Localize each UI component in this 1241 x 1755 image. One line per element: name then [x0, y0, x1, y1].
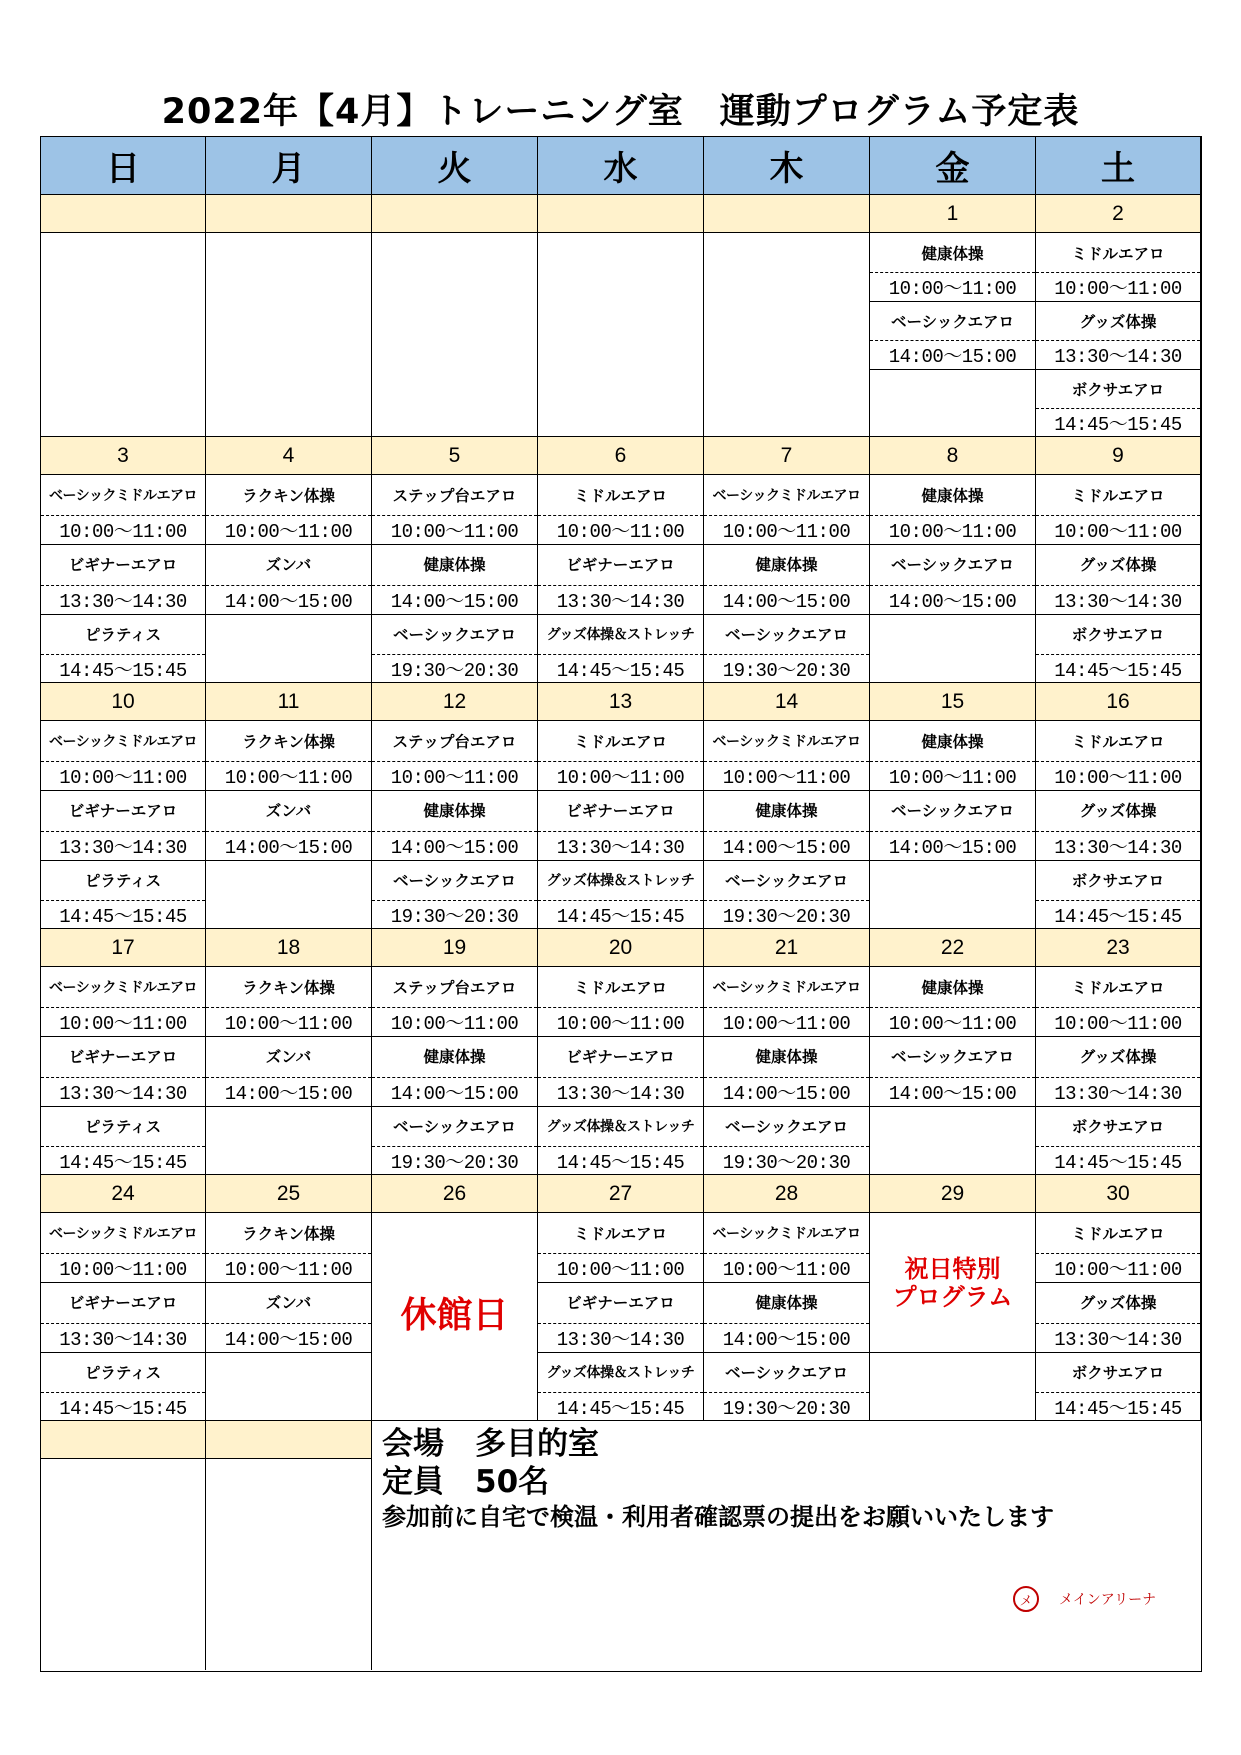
program-time: 14:00～15:00	[224, 836, 353, 859]
program-time: 10:00～11:00	[1054, 1259, 1182, 1282]
day-cell	[538, 233, 704, 437]
program-name: ベーシックエアロ	[890, 556, 1015, 575]
date-cell: 18	[206, 929, 372, 967]
program-name: ステップ台エアロ	[392, 979, 517, 998]
program-time: 14:00～15:00	[390, 836, 519, 859]
date-cell: 10	[41, 683, 206, 721]
program-name: ラクキン体操	[242, 979, 335, 998]
day-cell	[372, 233, 538, 437]
program-time: 10:00～11:00	[224, 767, 353, 790]
program-name: ラクキン体操	[242, 733, 335, 752]
program-name: グッズ体操	[1079, 1048, 1157, 1067]
program-time: 10:00～11:00	[888, 767, 1017, 790]
day-cell	[538, 1213, 704, 1421]
program-time: 19:30～20:30	[722, 905, 851, 928]
day-cell	[538, 475, 704, 683]
slot-divider	[870, 369, 1035, 370]
program-time: 10:00～11:00	[59, 1259, 187, 1282]
program-time: 13:30～14:30	[1054, 1328, 1182, 1351]
program-time: 13:30～14:30	[1054, 590, 1182, 613]
day-cell	[870, 721, 1036, 929]
program-time: 19:30～20:30	[722, 659, 851, 682]
program-time: 19:30～20:30	[390, 905, 519, 928]
program-time: 19:30～20:30	[390, 659, 519, 682]
legend-icon: メ	[1013, 1586, 1039, 1612]
day-cell	[41, 967, 206, 1175]
date-cell: 26	[372, 1175, 538, 1213]
program-time: 13:30～14:30	[1054, 836, 1182, 859]
slot-divider	[870, 1106, 1035, 1107]
program-name: ベーシックエアロ	[890, 802, 1015, 821]
program-name: ベーシックミドルエアロ	[49, 1226, 197, 1243]
weekday-header: 月	[206, 137, 372, 195]
program-name: ビギナーエアロ	[68, 1294, 178, 1313]
program-name: ビギナーエアロ	[68, 556, 178, 575]
slot-divider	[870, 614, 1035, 615]
program-time: 14:00～15:00	[390, 590, 519, 613]
program-name: ミドルエアロ	[573, 487, 667, 506]
program-time: 13:30～14:30	[59, 1082, 187, 1105]
program-time: 13:30～14:30	[59, 1328, 187, 1351]
day-cell	[372, 721, 538, 929]
program-time: 10:00～11:00	[224, 1259, 353, 1282]
date-cell: 4	[206, 437, 372, 475]
program-time: 10:00～11:00	[888, 521, 1017, 544]
day-cell	[372, 1213, 538, 1421]
program-name: グッズ体操	[1079, 1294, 1157, 1313]
program-time: 19:30～20:30	[722, 1151, 851, 1174]
program-name: ピラティス	[84, 625, 162, 644]
date-cell: 15	[870, 683, 1036, 721]
program-time: 14:45～15:45	[556, 1397, 685, 1420]
program-time: 10:00～11:00	[888, 1013, 1017, 1036]
program-name: ベーシックエアロ	[724, 1363, 849, 1382]
program-time: 14:45～15:45	[1054, 414, 1182, 437]
program-name: グッズ体操	[1079, 802, 1157, 821]
day-cell	[206, 233, 372, 437]
date-cell: 25	[206, 1175, 372, 1213]
program-name: ミドルエアロ	[1071, 1225, 1165, 1244]
program-name: 健康体操	[921, 487, 984, 506]
program-name: 健康体操	[755, 556, 818, 575]
date-cell: 2	[1036, 195, 1201, 233]
program-time: 10:00～11:00	[722, 767, 851, 790]
date-cell: 7	[704, 437, 870, 475]
legend	[1013, 1586, 1156, 1612]
program-name: グッズ体操＆ストレッチ	[546, 872, 695, 889]
program-name: ミドルエアロ	[573, 979, 667, 998]
program-name: ミドルエアロ	[1071, 979, 1165, 998]
program-time: 14:00～15:00	[888, 836, 1017, 859]
program-time: 19:30～20:30	[722, 1397, 851, 1420]
date-cell: 12	[372, 683, 538, 721]
program-name: グッズ体操	[1079, 556, 1157, 575]
program-time: 14:45～15:45	[59, 1397, 187, 1420]
program-time: 14:00～15:00	[224, 1082, 353, 1105]
program-time: 13:30～14:30	[1054, 346, 1182, 369]
program-time: 14:45～15:45	[556, 905, 685, 928]
special-program-label	[870, 1255, 1035, 1311]
capacity-text: 定員 50名	[382, 1464, 550, 1500]
date-cell	[372, 195, 538, 233]
program-name: ビギナーエアロ	[68, 802, 178, 821]
program-time: 19:30～20:30	[390, 1151, 519, 1174]
day-cell	[41, 1213, 206, 1421]
day-cell	[538, 967, 704, 1175]
date-cell: 14	[704, 683, 870, 721]
weekday-header: 日	[41, 137, 206, 195]
program-time: 14:00～15:00	[888, 590, 1017, 613]
page-title: 2022年【4月】トレーニング室 運動プログラム予定表	[161, 92, 1080, 132]
program-time: 14:00～15:00	[224, 590, 353, 613]
date-cell	[206, 195, 372, 233]
program-name: ベーシックエアロ	[724, 625, 849, 644]
program-name: ベーシックミドルエアロ	[49, 734, 197, 751]
date-cell: 6	[538, 437, 704, 475]
day-cell	[41, 1459, 206, 1670]
program-name: ズンバ	[265, 802, 312, 821]
date-cell	[538, 195, 704, 233]
program-name: ラクキン体操	[242, 1225, 335, 1244]
program-name: ビギナーエアロ	[566, 556, 675, 575]
program-time: 10:00～11:00	[722, 521, 851, 544]
program-time: 14:45～15:45	[1054, 905, 1182, 928]
program-time: 10:00～11:00	[1054, 278, 1182, 301]
day-cell	[372, 475, 538, 683]
program-name: ミドルエアロ	[1071, 733, 1165, 752]
slot-divider	[206, 860, 371, 861]
program-name: 健康体操	[755, 802, 818, 821]
program-name: ステップ台エアロ	[392, 487, 517, 506]
program-name: ベーシックエアロ	[392, 625, 517, 644]
date-cell: 24	[41, 1175, 206, 1213]
program-time: 13:30～14:30	[1054, 1082, 1182, 1105]
weekday-header: 金	[870, 137, 1036, 195]
venue-text: 会場 多目的室	[382, 1426, 599, 1462]
program-name: ベーシックミドルエアロ	[712, 734, 861, 751]
program-time: 13:30～14:30	[59, 836, 187, 859]
program-time: 10:00～11:00	[556, 1259, 685, 1282]
day-cell	[41, 721, 206, 929]
program-name: グッズ体操＆ストレッチ	[546, 1364, 695, 1381]
date-cell	[704, 195, 870, 233]
program-name: ピラティス	[84, 871, 162, 890]
program-time: 10:00～11:00	[390, 767, 519, 790]
date-cell: 13	[538, 683, 704, 721]
date-cell: 20	[538, 929, 704, 967]
program-name: ベーシックエアロ	[890, 312, 1015, 331]
program-time: 10:00～11:00	[1054, 521, 1182, 544]
day-cell	[704, 967, 870, 1175]
program-time: 13:30～14:30	[59, 590, 187, 613]
program-name: ベーシックミドルエアロ	[49, 488, 197, 505]
program-name: ベーシックミドルエアロ	[712, 1226, 861, 1243]
day-cell	[206, 721, 372, 929]
date-cell: 11	[206, 683, 372, 721]
day-cell	[206, 967, 372, 1175]
slot-divider	[870, 860, 1035, 861]
weekday-header: 土	[1036, 137, 1201, 195]
program-name: ミドルエアロ	[1071, 487, 1165, 506]
program-name: ズンバ	[265, 1048, 312, 1067]
date-cell	[41, 1421, 206, 1459]
slot-divider	[206, 1106, 371, 1107]
program-time: 14:00～15:00	[224, 1328, 353, 1351]
slot-divider	[206, 1352, 371, 1353]
program-name: ベーシックエアロ	[724, 1117, 849, 1136]
program-name: ビギナーエアロ	[68, 1048, 178, 1067]
program-name: 健康体操	[921, 733, 984, 752]
day-cell	[206, 475, 372, 683]
legend-label: メインアリーナ	[1059, 1592, 1157, 1608]
program-time: 14:45～15:45	[59, 1151, 187, 1174]
special-program-line: プログラム	[892, 1282, 1013, 1311]
program-time: 10:00～11:00	[224, 1013, 353, 1036]
program-name: ピラティス	[84, 1363, 162, 1382]
program-time: 14:00～15:00	[722, 590, 851, 613]
date-cell	[206, 1421, 372, 1459]
program-name: ズンバ	[265, 556, 312, 575]
slot-divider	[206, 614, 371, 615]
program-name: ピラティス	[84, 1117, 162, 1136]
program-name: ミドルエアロ	[573, 1225, 667, 1244]
date-cell: 17	[41, 929, 206, 967]
date-cell: 1	[870, 195, 1036, 233]
day-cell	[41, 475, 206, 683]
notice-text: 参加前に自宅で検温・利用者確認票の提出をお願いいたします	[382, 1503, 1054, 1531]
day-cell	[870, 1213, 1036, 1421]
date-cell: 3	[41, 437, 206, 475]
calendar-grid	[40, 136, 1202, 1672]
program-name: 健康体操	[921, 979, 984, 998]
program-time: 10:00～11:00	[556, 521, 685, 544]
program-time: 14:45～15:45	[1054, 1397, 1182, 1420]
day-cell	[1036, 721, 1201, 929]
date-cell	[41, 195, 206, 233]
program-time: 14:00～15:00	[722, 1328, 851, 1351]
program-name: ビギナーエアロ	[566, 1294, 675, 1313]
program-name: ベーシックエアロ	[724, 871, 849, 890]
program-name: ベーシックエアロ	[890, 1048, 1015, 1067]
day-cell	[1036, 1213, 1201, 1421]
program-name: ベーシックミドルエアロ	[712, 488, 861, 505]
date-cell: 30	[1036, 1175, 1201, 1213]
program-time: 10:00～11:00	[59, 767, 187, 790]
day-cell	[704, 721, 870, 929]
program-name: ズンバ	[265, 1294, 312, 1313]
program-name: ボクサエアロ	[1071, 1363, 1165, 1382]
date-cell: 28	[704, 1175, 870, 1213]
program-time: 13:30～14:30	[556, 836, 685, 859]
program-name: ミドルエアロ	[573, 733, 667, 752]
program-name: ビギナーエアロ	[566, 1048, 675, 1067]
day-cell	[538, 721, 704, 929]
program-time: 10:00～11:00	[224, 521, 353, 544]
program-name: ラクキン体操	[242, 487, 335, 506]
program-time: 14:45～15:45	[1054, 659, 1182, 682]
program-name: ボクサエアロ	[1071, 871, 1165, 890]
weekday-header: 水	[538, 137, 704, 195]
day-cell	[206, 1213, 372, 1421]
weekday-header: 火	[372, 137, 538, 195]
program-name: ステップ台エアロ	[392, 733, 517, 752]
day-cell	[206, 1459, 372, 1670]
program-time: 10:00～11:00	[888, 278, 1017, 301]
program-time: 14:00～15:00	[888, 346, 1017, 369]
date-cell: 27	[538, 1175, 704, 1213]
program-name: ベーシックミドルエアロ	[49, 980, 197, 997]
program-name: ボクサエアロ	[1071, 625, 1165, 644]
program-time: 10:00～11:00	[59, 1013, 187, 1036]
slot-divider	[870, 1352, 1035, 1353]
day-cell	[372, 967, 538, 1175]
program-time: 14:45～15:45	[59, 905, 187, 928]
date-cell: 5	[372, 437, 538, 475]
program-name: 健康体操	[755, 1048, 818, 1067]
program-name: グッズ体操	[1079, 312, 1157, 331]
date-cell: 19	[372, 929, 538, 967]
day-cell	[870, 967, 1036, 1175]
date-cell: 16	[1036, 683, 1201, 721]
program-time: 14:45～15:45	[556, 1151, 685, 1174]
date-cell: 22	[870, 929, 1036, 967]
program-name: 健康体操	[423, 1048, 486, 1067]
program-name: 健康体操	[921, 244, 984, 263]
program-time: 14:45～15:45	[59, 659, 187, 682]
date-cell: 23	[1036, 929, 1201, 967]
closed-day-label: 休館日	[400, 1295, 509, 1336]
program-time: 13:30～14:30	[556, 1328, 685, 1351]
day-cell	[870, 233, 1036, 437]
program-name: ベーシックエアロ	[392, 871, 517, 890]
day-cell	[41, 233, 206, 437]
date-cell: 9	[1036, 437, 1201, 475]
day-cell	[704, 1213, 870, 1421]
program-time: 10:00～11:00	[390, 1013, 519, 1036]
program-time: 10:00～11:00	[390, 521, 519, 544]
weekday-header: 木	[704, 137, 870, 195]
program-time: 10:00～11:00	[1054, 1013, 1182, 1036]
program-time: 14:00～15:00	[888, 1082, 1017, 1105]
day-cell	[704, 233, 870, 437]
program-name: ボクサエアロ	[1071, 380, 1165, 399]
program-name: グッズ体操＆ストレッチ	[546, 626, 695, 643]
info-block	[382, 1425, 1191, 1664]
program-name: 健康体操	[423, 556, 486, 575]
program-name: ボクサエアロ	[1071, 1117, 1165, 1136]
day-cell	[870, 475, 1036, 683]
program-time: 10:00～11:00	[556, 767, 685, 790]
date-cell: 8	[870, 437, 1036, 475]
date-cell: 21	[704, 929, 870, 967]
date-cell: 29	[870, 1175, 1036, 1213]
day-cell	[1036, 475, 1201, 683]
program-name: ベーシックミドルエアロ	[712, 980, 861, 997]
program-name: ベーシックエアロ	[392, 1117, 517, 1136]
program-name: 健康体操	[755, 1294, 818, 1313]
program-time: 10:00～11:00	[556, 1013, 685, 1036]
program-time: 10:00～11:00	[1054, 767, 1182, 790]
program-time: 13:30～14:30	[556, 1082, 685, 1105]
program-time: 13:30～14:30	[556, 590, 685, 613]
special-program-line: 祝日特別	[904, 1254, 1001, 1283]
program-name: 健康体操	[423, 802, 486, 821]
program-time: 14:00～15:00	[390, 1082, 519, 1105]
program-name: ビギナーエアロ	[566, 802, 675, 821]
program-time: 14:45～15:45	[556, 659, 685, 682]
program-name: グッズ体操＆ストレッチ	[546, 1118, 695, 1135]
day-cell	[1036, 967, 1201, 1175]
day-cell	[1036, 233, 1201, 437]
program-time: 14:00～15:00	[722, 1082, 851, 1105]
program-time: 10:00～11:00	[722, 1013, 851, 1036]
program-time: 10:00～11:00	[722, 1259, 851, 1282]
day-cell	[704, 475, 870, 683]
program-time: 10:00～11:00	[59, 521, 187, 544]
program-name: ミドルエアロ	[1071, 244, 1165, 263]
program-time: 14:45～15:45	[1054, 1151, 1182, 1174]
program-time: 14:00～15:00	[722, 836, 851, 859]
